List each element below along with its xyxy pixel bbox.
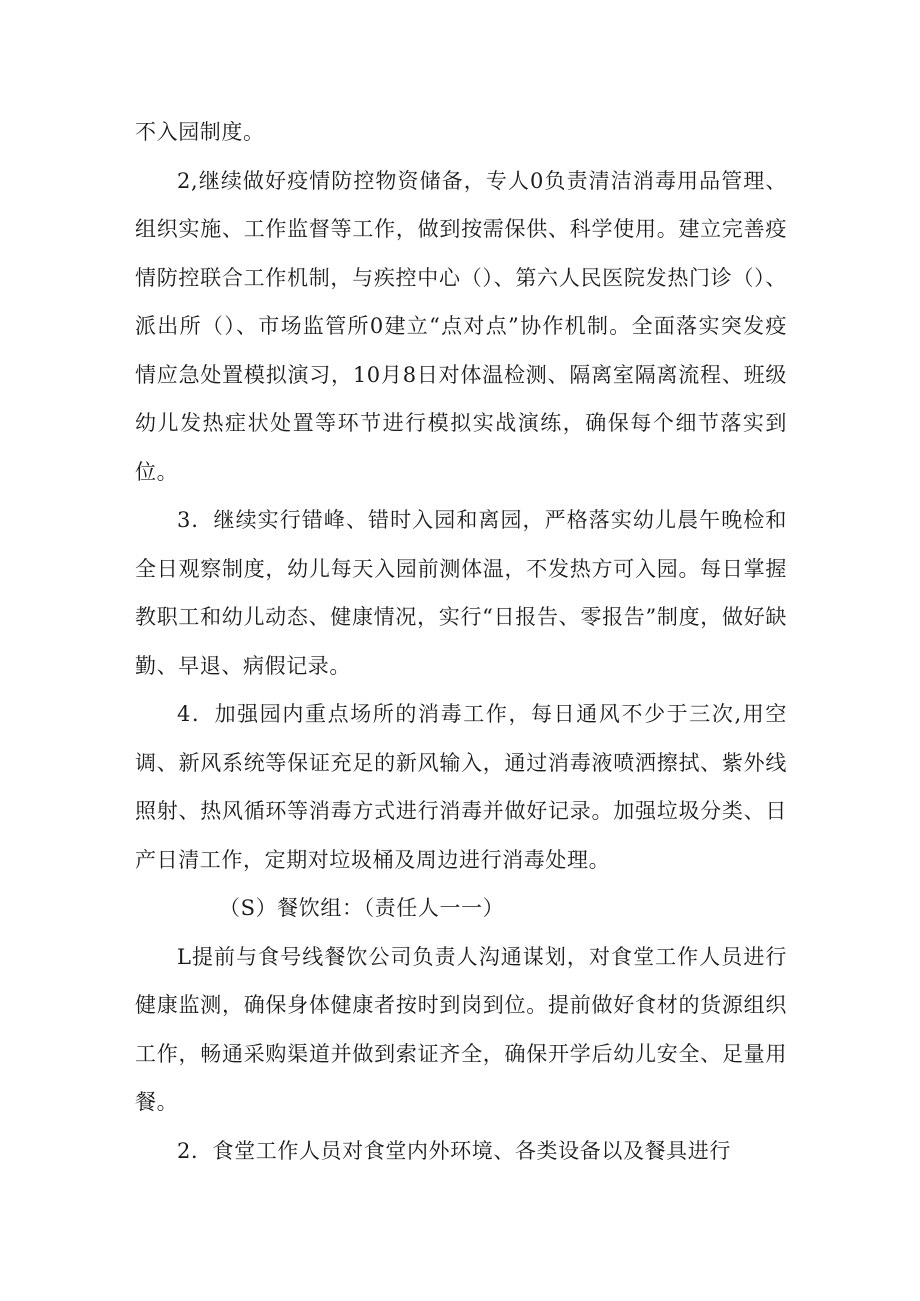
paragraph-item-4-disinfection: 4．加强园内重点场所的消毒工作，每日通风不少于三次,用空调、新风系统等保证充足的新风输入，通过消毒液喷洒擦拭、紫外线照射、热风循环等消毒方式进行消毒并做好记录。加强垃圾分类、日产日清工作，定期对垃圾桶及周边进行消毒处理。 bbox=[135, 702, 787, 872]
paragraph-item-2-supplies: 2,继续做好疫情防控物资储备，专人0负责清洁消毒用品管理、组织实施、工作监督等工作，做到按需保供、科学使用。建立完善疫情防控联合工作机制，与疾控中心（）、第六人民医院发热门诊（）、派出所（）、市场监管所0建立“点对点”协作机制。全面落实突发疫情应急处置模拟演习，10月8日对体温检测、隔离室隔离流程、班级幼儿发热症状处置等环节进行模拟实战演练，确保每个细节落实到位。 bbox=[135, 168, 787, 484]
paragraph-continuation: 不入园制度。 bbox=[135, 120, 265, 144]
document-body bbox=[135, 108, 787, 1175]
section-heading-catering-group: （S）餐饮组：（责任人一一） bbox=[219, 896, 505, 920]
paragraph-item-3-staggered-entry: 3．继续实行错峰、错时入园和离园，严格落实幼儿晨午晚检和全日观察制度，幼儿每天入园前测体温，不发热方可入园。每日掌握教职工和幼儿动态、健康情况，实行“日报告、零报告”制度，做好缺勤、早退、病假记录。 bbox=[135, 508, 787, 678]
paragraph-catering-item-2: 2．食堂工作人员对食堂内外环境、各类设备以及餐具进行 bbox=[177, 1138, 731, 1163]
paragraph-catering-item-1: L提前与食号线餐饮公司负责人沟通谋划，对食堂工作人员进行健康监测，确保身体健康者按时到岗到位。提前做好食材的货源组织工作，畅通采购渠道并做到索证齐全，确保开学后幼儿安全、足量用餐。 bbox=[135, 944, 787, 1114]
